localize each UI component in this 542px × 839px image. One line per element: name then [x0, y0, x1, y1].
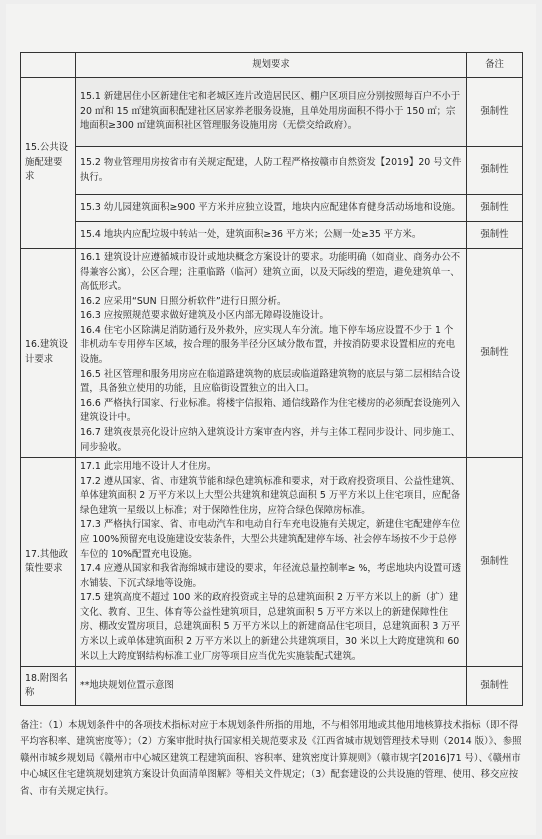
note-16: 强制性: [467, 249, 523, 458]
requirement-15-1: 15.1 新建居住小区新建住宅和老城区连片改造居民区、棚户区项目应分别按照每百户不小于 20 ㎡和 15 ㎡建筑面积配建社区居家养老服务设施，且单处用房面积不得小于 150 ㎡；宗地面积≥300 ㎡建筑面积社区管理服务设施用房（无偿交给政府）。: [76, 78, 467, 147]
note-15-3: 强制性: [467, 195, 523, 222]
requirement-16-3: 16.3 应按照规范要求做好建筑及小区内部无障碍设施设计。: [80, 310, 329, 322]
requirement-17-2: 17.2 遵从国家、省、市建筑节能和绿色建筑标准和要求，对于政府投资项目、公益性建筑、单体建筑面积 2 万平方米以上大型公共建筑和建筑总面积 5 万平方米以上住宅项目，应配备绿色建筑一星级以上标准；对于保障性住房，应符合绿色保障房标准。: [80, 475, 461, 516]
requirement-16-6: 16.6 严格执行国家、行业标准。将楼宇信报箱、通信线路作为住宅楼房的必须配套设施列入建筑设计中。: [80, 397, 461, 424]
table-row: [21, 78, 523, 147]
footnote: [20, 718, 522, 800]
note-15-4: 强制性: [467, 222, 523, 249]
requirement-15-4: 15.4 地块内应配垃圾中转站一处，建筑面积≥36 平方米；公厕一处≥35 平方米。: [76, 222, 467, 249]
table-row: [21, 458, 523, 667]
category-17: 17.其他政策性要求: [21, 458, 76, 667]
requirement-16-7: 16.7 建筑夜景亮化设计应纳入建筑设计方案审查内容，并与主体工程同步设计、同步施工、同步验收。: [80, 426, 461, 453]
table-row: [21, 222, 523, 249]
table-row: [21, 147, 523, 195]
requirement-17-4: 17.4 应遵从国家和我省海绵城市建设的要求，年径流总量控制率≥ %，考虑地块内设置可透水铺装、下沉式绿地等设施。: [80, 563, 462, 589]
table-row: [21, 249, 523, 458]
header-blank-cell: [21, 53, 76, 78]
table-row: [21, 667, 523, 706]
category-15: 15.公共设施配建要求: [21, 78, 76, 249]
planning-conditions-table: [20, 52, 523, 706]
document-page: [6, 4, 536, 835]
requirement-16-2: 16.2 应采用“SUN 日照分析软件”进行日照分析。: [80, 295, 287, 307]
requirement-17-3: 17.3 严格执行国家、省、市电动汽车和电动自行车充电设施有关规定，新建住宅配建停车位应 100%预留充电设施建设安装条件，大型公共建筑配建停车场、社会停车场按不少于总停车位的 10%配置充电设施。: [80, 519, 461, 560]
table-header-row: [21, 53, 523, 78]
header-requirements: 规划要求: [76, 53, 467, 78]
note-15-1: 强制性: [467, 78, 523, 147]
note-17: 强制性: [467, 458, 523, 667]
header-notes: 备注: [467, 53, 523, 78]
requirement-16-4: 16.4 住宅小区除满足消防通行及外救外，应实现人车分流。地下停车场应设置不少于 1 个非机动车专用停车区域，按合理的服务半径分区域分散布置，并按消防要求设置相应的充电设施。: [80, 324, 456, 366]
note-15-2: 强制性: [467, 147, 523, 195]
requirement-15-2: 15.2 物业管理用房按省市有关规定配建，人防工程严格按赣市自然资发【2019】20 号文件执行。: [76, 147, 467, 195]
category-16: 16.建筑设计要求: [21, 249, 76, 458]
requirements-17: [76, 458, 467, 667]
requirement-17-5: 17.5 建筑高度不超过 100 米的政府投资或主导的总建筑面积 2 万平方米以上的新（扩）建文化、教育、卫生、体育等公益性建筑项目，总建筑面积 5 万平方米以上的新建保障性住房、棚改安置房项目，总建筑面积 5 万平方米以上的新建商品住宅项目，总建筑面积 3 万平方米以上或单体建筑面积 2 万平方米以上的新建公共建筑项目，30 米以上大跨度建筑和 60 米以上大跨度钢结构标准工业厂房等项目应当优先实施装配式建筑。: [80, 592, 461, 662]
note-18: 强制性: [467, 667, 523, 706]
table-row: [21, 195, 523, 222]
requirement-16-1: 16.1 建筑设计应遵循城市设计或地块概念方案设计的要求。功能明确（如商业、商务办公不得兼容公寓），公区合理；注重临路（临河）建筑立面，以及天际线的塑造，避免建筑单一、高低形式。: [80, 252, 461, 293]
category-18: 18.附图名称: [21, 667, 76, 706]
footnote-text: 备注：（1）本规划条件中的各项技术指标对应于本规划条件所指的用地，不与相邻用地或其他用地核算技术指标（即不得平均容积率、建筑密度等）；（2）方案审批时执行国家相关规范要求及《江西省城市规划管理技术导则（2014 版）》、参照赣州市城乡规划局《赣州市中心城区建筑工程建筑面积、容积率、建筑密度计算规则》（赣市规字[2016]71 号）、《赣州市中心城区住宅建筑规划建筑方案设计负面清单图解》等相关文件规定；（3）配套建设的公共设施的管理、使用、移交应按省、市有关规定执行。: [20, 720, 522, 797]
requirement-17-1: 17.1 此宗用地不设计人才住房。: [80, 461, 217, 473]
requirement-15-3: 15.3 幼儿园建筑面积≥900 平方米并应独立设置，地块内应配建体育健身活动场地和设施。: [76, 195, 467, 222]
requirement-16-5: 16.5 社区管理和服务用房应在临道路建筑物的底层或临道路建筑物的底层与第二层相结合设置，具备独立使用的功能，且应临街设置独立的出入口。: [80, 368, 461, 395]
requirement-18: **地块规划位置示意图: [76, 667, 467, 706]
requirements-16: [76, 249, 467, 458]
